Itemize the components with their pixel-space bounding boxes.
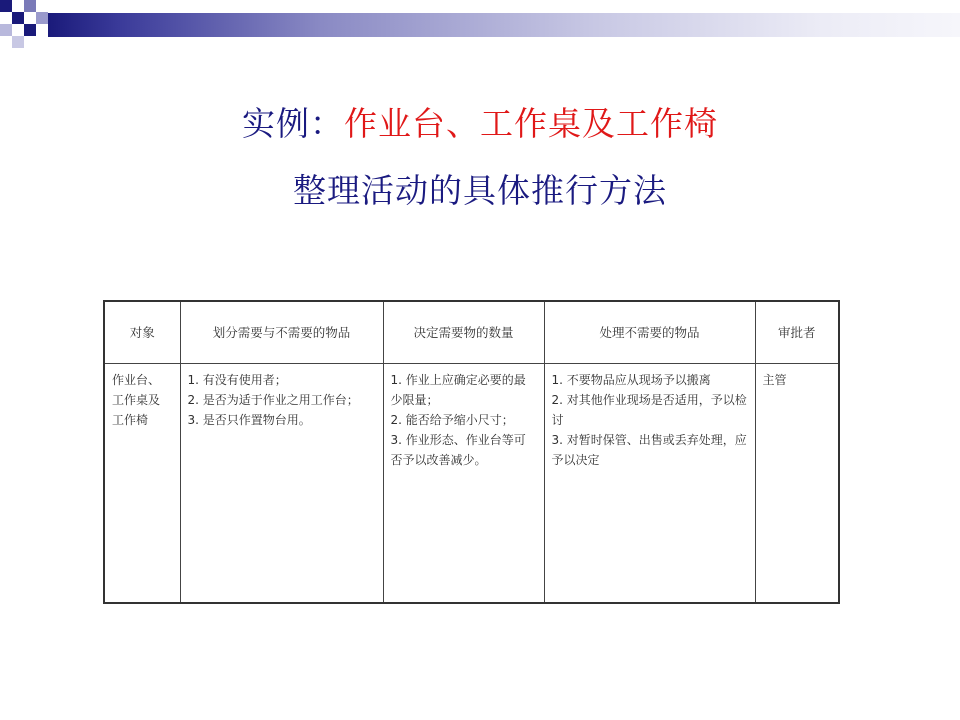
header-banner [0,0,960,48]
list-item: 3. 对暂时保管、出售或丢弃处理，应予以决定 [551,432,747,467]
header-quantity: 决定需要物的数量 [383,301,544,363]
gradient-bar [48,13,960,37]
decor-square [24,24,36,36]
list-item: 1. 有没有使用者； [187,372,287,387]
decor-square [0,24,12,36]
header-approver: 审批者 [755,301,839,363]
list-item: 1. 不要物品应从现场予以搬离 [551,372,711,387]
decor-square [24,0,36,12]
cell-approver: 主管 [755,363,839,603]
slide-subtitle: 整理活动的具体推行方法 [293,171,667,210]
list-item: 3. 是否只作置物台用。 [187,412,311,427]
cell-object: 作业台、工作桌及工作椅 [104,363,180,603]
cell-dispose [544,363,755,603]
list-item: 1. 作业上应确定必要的最少限量； [390,372,526,407]
table-row [104,363,839,603]
slide-title [0,98,960,145]
header-object: 对象 [104,301,180,363]
decor-square [12,36,24,48]
list-item: 2. 对其他作业现场是否适用，予以检讨 [551,392,747,427]
table-header-row [104,301,839,363]
decor-square [36,12,48,24]
list-item: 2. 能否给予缩小尺寸； [390,412,514,427]
title-main: 作业台、工作桌及工作椅 [344,104,718,143]
title-prefix: 实例： [242,104,344,143]
list-item: 2. 是否为适于作业之用工作台； [187,392,359,407]
header-dispose: 处理不需要的物品 [544,301,755,363]
list-item: 3. 作业形态、作业台等可否予以改善减少。 [390,432,526,467]
method-table [103,300,840,604]
header-classify: 划分需要与不需要的物品 [180,301,383,363]
cell-quantity [383,363,544,603]
decor-square [0,0,12,12]
decor-square [12,12,24,24]
cell-classify [180,363,383,603]
